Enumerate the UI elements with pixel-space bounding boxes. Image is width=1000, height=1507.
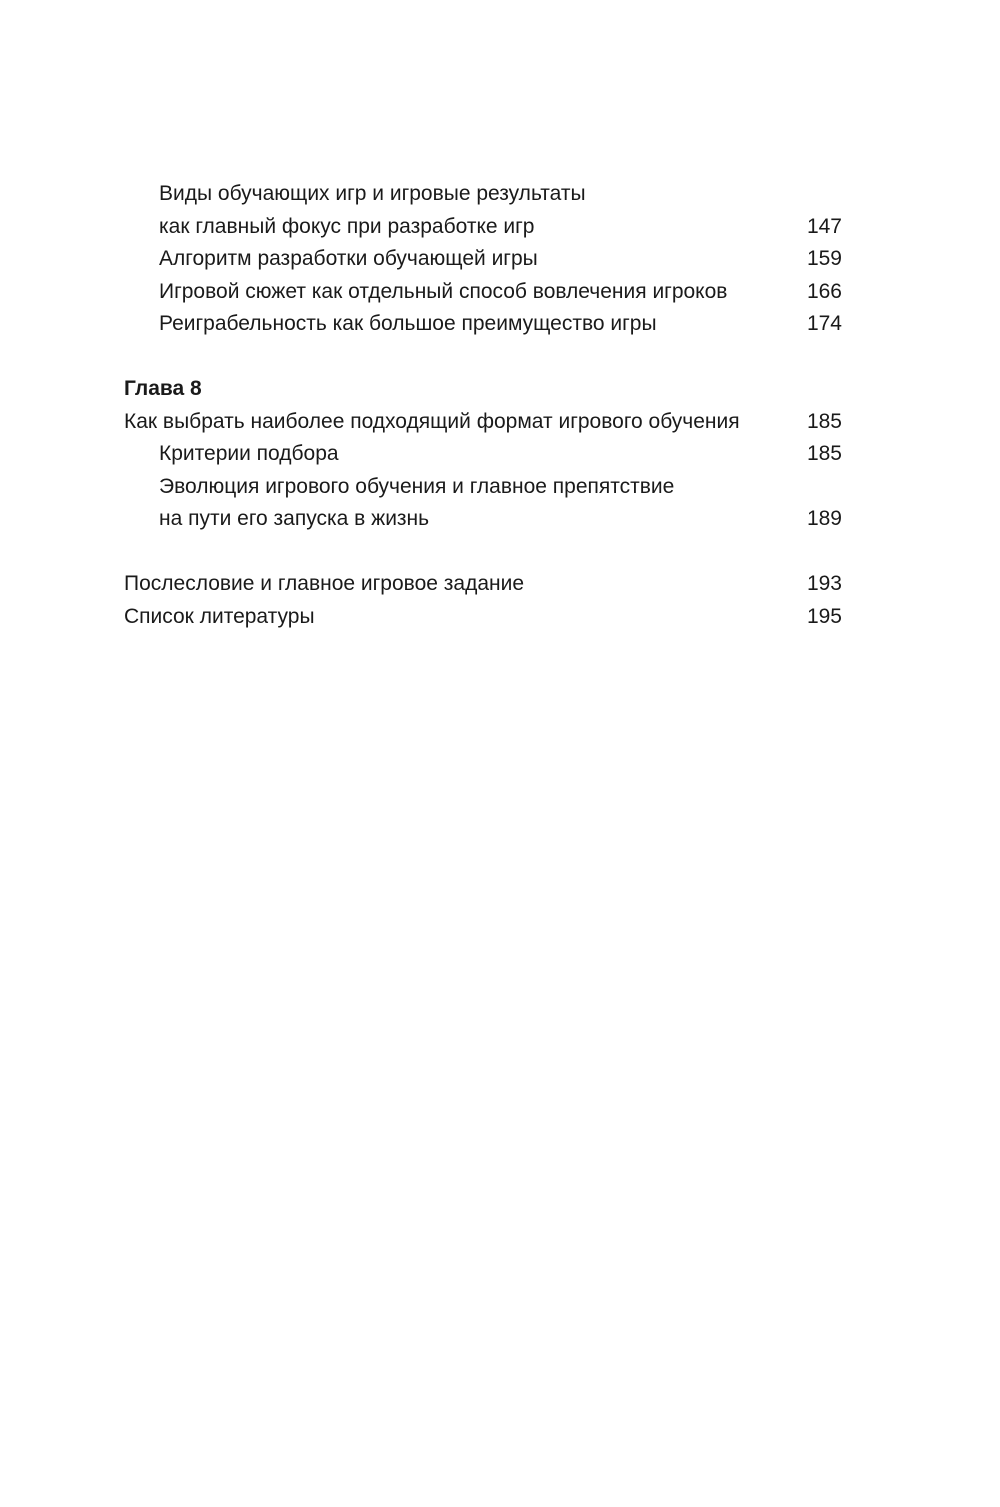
toc-entry[interactable]	[124, 276, 844, 309]
toc-entry[interactable]	[124, 568, 844, 601]
toc-entry-title: Игровой сюжет как отдельный способ вовлечения игроков	[159, 279, 728, 303]
toc-entry-title: на пути его запуска в жизнь	[159, 507, 430, 531]
end-matter-list	[124, 568, 844, 633]
toc-entry-page: 185	[806, 409, 842, 433]
section-a-list	[124, 178, 844, 341]
toc-entry-title: как главный фокус при разработке игр	[159, 214, 535, 238]
section-spacer	[124, 536, 844, 568]
toc-entry[interactable]	[124, 601, 844, 634]
toc-entry-page: 159	[806, 247, 842, 271]
chapter-heading: Глава 8	[124, 376, 202, 400]
toc-entry[interactable]	[124, 178, 844, 211]
toc-entry[interactable]	[124, 243, 844, 276]
toc-entry-title: Послесловие и главное игровое задание	[124, 571, 525, 595]
toc-entry-page: 189	[806, 507, 842, 531]
toc-entry-title: Эволюция игрового обучения и главное препятствие	[159, 474, 675, 498]
toc-entry-title: Виды обучающих игр и игровые результаты	[159, 182, 586, 205]
table-of-contents	[124, 178, 844, 633]
toc-entry-page: 166	[806, 279, 842, 303]
toc-entry-title: Алгоритм разработки обучающей игры	[159, 247, 538, 271]
toc-entry[interactable]	[124, 503, 844, 536]
toc-entry[interactable]	[124, 211, 844, 244]
toc-entry-title: Критерии подбора	[159, 442, 339, 466]
toc-entry-title: Список литературы	[124, 604, 315, 628]
toc-entry[interactable]	[124, 308, 844, 341]
toc-entry-title: Как выбрать наиболее подходящий формат игрового обучения	[124, 409, 740, 433]
section-spacer	[124, 341, 844, 373]
toc-entry[interactable]	[124, 438, 844, 471]
toc-entry-title: Реиграбельность как большое преимущество игры	[159, 312, 657, 336]
toc-entry-page: 193	[806, 571, 842, 595]
toc-entry-page: 195	[806, 604, 842, 628]
toc-entry-page: 174	[806, 312, 842, 336]
toc-entry-page: 147	[806, 214, 842, 238]
toc-entry[interactable]	[124, 471, 844, 504]
toc-entry[interactable]	[124, 406, 844, 439]
chapter-8-section	[124, 373, 844, 536]
toc-entry-page: 185	[806, 442, 842, 466]
